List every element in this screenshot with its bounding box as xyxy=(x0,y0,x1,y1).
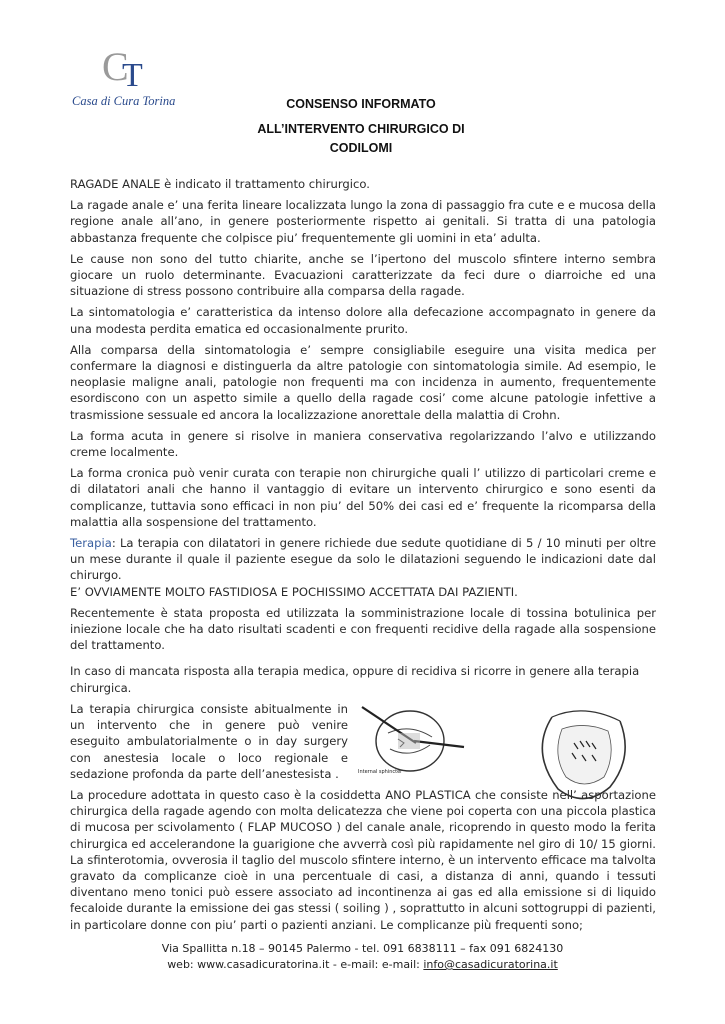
paragraph-surgical-therapy: La terapia chirurgica consiste abitualmente in un intervento che in genere può venire eseguito ambulatorialmente o in day surgery con anestesia locale o loco regionale e sedazione profonda da parte dell’anestesista . xyxy=(70,701,348,781)
paragraph-therapy xyxy=(70,535,656,584)
svg-text:T: T xyxy=(122,57,143,94)
paragraph-procedure xyxy=(70,787,656,933)
paragraph-intro: RAGADE ANALE è indicato il trattamento chirurgico. xyxy=(70,177,370,191)
document-body xyxy=(70,176,656,938)
therapy-text: : La terapia con dilatatori in genere richiede due sedute quotidiane di 5 / 10 minuti per oltre un mese durante il quale il paziente esegue da solo le dilatazioni seguendo le indicazioni date dal chirurgo. xyxy=(70,536,656,583)
figure-label: Internal sphincter xyxy=(358,768,403,775)
paragraph-warning: E’ OVVIAMENTE MOLTO FASTIDIOSA E POCHISSIMO ACCETTATA DAI PAZIENTI. xyxy=(70,584,518,599)
title-line-1: CONSENSO INFORMATO xyxy=(286,97,436,111)
paragraph-acute-form: La forma acuta in genere si risolve in maniera conservativa regolarizzando l’alvo e utilizzando creme localmente. xyxy=(70,428,656,460)
footer-web: web: www.casadicuratorina.it - e-mail: e-mail: xyxy=(167,958,424,971)
anal-canal-illustration xyxy=(522,697,646,807)
logo-name: Casa di Cura Torina xyxy=(72,94,176,108)
paragraph-symptoms: La sintomatologia e’ caratteristica da intenso dolore alla defecazione accompagnato in genere da una modesta perdita ematica ed occasionalmente prurito. xyxy=(70,305,656,336)
procedure-text: La procedure adottata in questo caso è la cosiddetta ANO PLASTICA che consiste nell’ asportazione chirurgica della ragade agendo con molta delicatezza che viene poi coperta con una piccola plastica di mucosa per scivolamento ( FLAP MUCOSO ) del canale anale, ricoprendo in questo modo la ferita chirurgica ed accelerandone la guarigione che avverrà così più rapidamente nel giro di 10/ 15 giorni. La sfinterotomia, ovverosia il taglio del muscolo sfintere interno, è un intervento efficace ma talvolta gravato da complicanze cioè in una percentuale di casi, a distanza di anni, quando i tessuti diventano meno tonici può essere associato ad incontinenza ai gas ed alla emissione si di liquido fecaloide durante la emissione dei gas stessi ( soiling ) , soprattutto in alcuni sottogruppi di pazienti, in particolare donne con piu’ parti o pazienti anziani. Le complicanze più frequenti sono; xyxy=(70,787,656,932)
footer-address: Via Spallitta n.18 – 90145 Palermo - tel. 091 6838111 – fax 091 6824130 xyxy=(161,942,564,955)
footer xyxy=(0,941,725,973)
clinic-logo xyxy=(72,46,192,112)
therapy-label: Terapia xyxy=(70,536,112,551)
logo-monogram xyxy=(102,46,162,94)
surgery-section xyxy=(70,701,656,782)
paragraph-surgery-indication: In caso di mancata risposta alla terapia medica, oppure di recidiva si ricorre in genere alla terapia chirurgica. xyxy=(70,664,640,695)
title-line-3: CODILOMI xyxy=(329,141,393,155)
footer-email-link[interactable]: info@casadicuratorina.it xyxy=(423,958,558,971)
title-line-2: ALL’INTERVENTO CHIRURGICO DI xyxy=(257,122,465,136)
paragraph-chronic-form: La forma cronica può venir curata con terapie non chirurgiche quali l’ utilizzo di particolari creme e di dilatatori anali che hanno il vantaggio di evitare un intervento chirurgico e sono esenti da complicanze, tuttavia sono efficaci in non piu’ del 50% dei casi ed e’ frequente la ricomparsa della malattia alla sospensione del trattamento. xyxy=(70,466,656,529)
paragraph-definition: La ragade anale e’ una ferita lineare localizzata lungo la zona di passaggio fra cute e e mucosa della regione anale all’ano, in genere posteriormente rispetto ai genitali. Si tratta di una patologia abbastanza frequente che colpisce piu’ frequentemente gli uomini in eta’ adulta. xyxy=(70,198,656,245)
svg-text:C: C xyxy=(102,46,129,89)
sphincter-illustration xyxy=(358,693,468,781)
paragraph-diagnosis: Alla comparsa della sintomatologia e’ sempre consigliabile eseguire una visita medica per confermare la diagnosi e distinguerla da altre patologie con sintomatologia simile. Ad esempio, le neoplasie maligne anali, patologie non frequenti ma con incidenza in aumento, frequentemente esordiscono con un aspetto simile a quello della ragade cosi’ come alcune patologie infettive a trasmissione sessuale ed ancora la localizzazione anorettale della malattia di Crohn. xyxy=(70,342,656,422)
paragraph-botulinum: Recentemente è stata proposta ed utilizzata la somministrazione locale di tossina botulinica per iniezione locale che ha dato risultati scadenti e con frequenti recidive della ragade alla sospensione del trattamento. xyxy=(70,605,656,653)
document-title xyxy=(236,92,486,155)
footer-contacts xyxy=(0,957,725,973)
paragraph-causes: Le cause non sono del tutto chiarite, anche se l’ipertono del muscolo sfintere interno sembra giocare un ruolo determinante. Evacuazioni caratterizzate da feci dure o diarroiche ed una situazione di stress possono contribuire alla comparsa della ragade. xyxy=(70,251,656,299)
